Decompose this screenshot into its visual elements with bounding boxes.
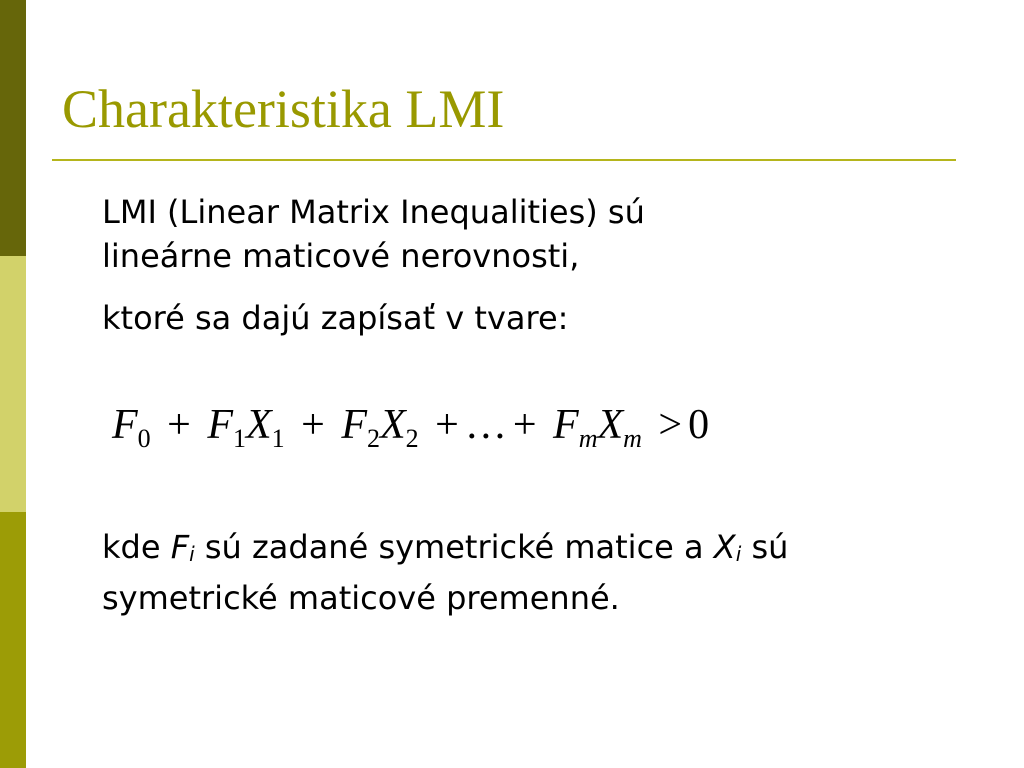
formula-ellipsis: … [464, 402, 507, 448]
title-divider [52, 159, 956, 161]
formula-sub-2: 2 [367, 424, 380, 453]
formula-greater-than: > [658, 402, 683, 448]
formula-sub-2: 2 [405, 424, 419, 453]
explanation-post: sú [741, 528, 789, 566]
sidebar-segment-dark [0, 0, 26, 256]
definition-paragraph [102, 190, 645, 278]
formula-sub-1: 1 [271, 424, 285, 453]
formula-sub-m: m [623, 424, 642, 453]
symbol-F: F [170, 528, 190, 566]
formula-sub-m: m [578, 424, 598, 453]
formula-plus: + [167, 402, 191, 448]
explanation-paragraph [102, 525, 788, 620]
slide-title: Charakteristika LMI [62, 79, 505, 139]
sidebar-segment-light [0, 256, 26, 512]
form-intro-paragraph: ktoré sa dajú zapísať v tvare: [102, 299, 569, 337]
lmi-formula [112, 395, 709, 469]
symbol-F-subscript: i [189, 542, 195, 566]
formula-X2: X [380, 402, 406, 448]
explanation-mid: sú zadané symetrické matice a [194, 528, 714, 566]
sidebar-segment-mid [0, 512, 26, 768]
explanation-pre: kde [102, 528, 171, 566]
formula-F0: F [112, 402, 138, 448]
formula-Fm: F [553, 402, 579, 448]
definition-line-2: lineárne maticové nerovnosti, [102, 237, 580, 275]
formula-plus: + [512, 402, 537, 448]
formula-zero: 0 [688, 402, 710, 448]
definition-line-1: LMI (Linear Matrix Inequalities) sú [102, 193, 645, 231]
symbol-X: X [713, 528, 736, 566]
sidebar-accent-bar [0, 0, 26, 768]
formula-F2: F [341, 402, 367, 448]
formula-sub-0: 0 [137, 424, 151, 453]
formula-X1: X [246, 402, 272, 448]
formula-plus: + [435, 402, 459, 448]
formula-Xm: X [597, 402, 624, 448]
formula-F1: F [207, 402, 233, 448]
formula-sub-1: 1 [233, 424, 246, 453]
explanation-line-2: symetrické maticové premenné. [102, 579, 620, 617]
formula-plus: + [301, 402, 325, 448]
symbol-X-subscript: i [735, 542, 742, 566]
